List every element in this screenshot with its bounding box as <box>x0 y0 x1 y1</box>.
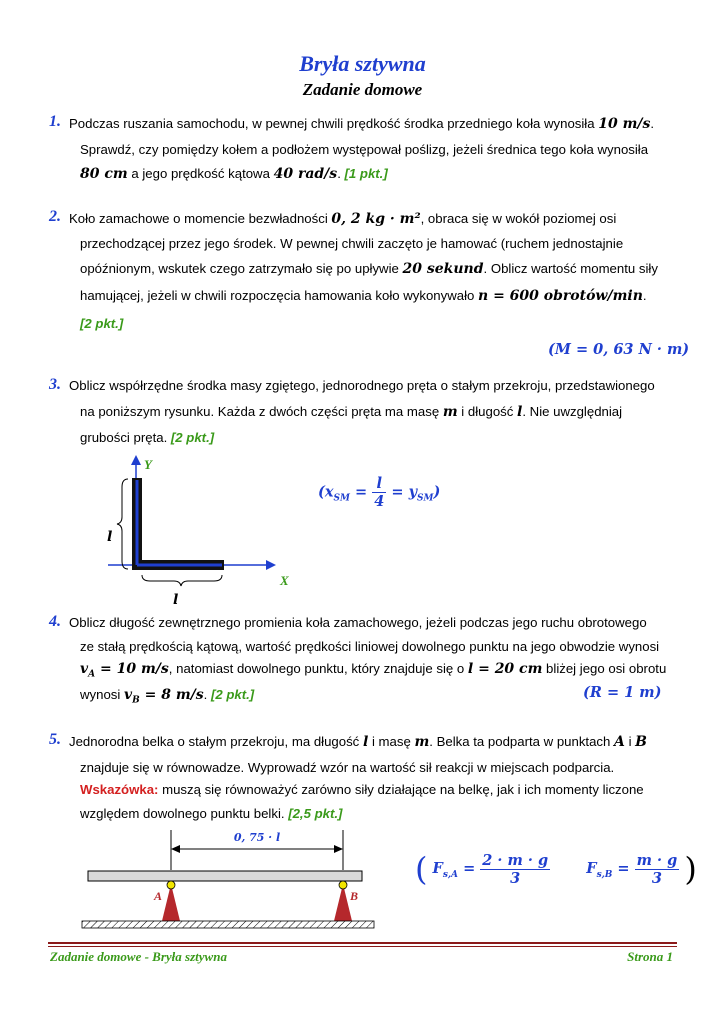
dim-arrow-left <box>171 845 180 853</box>
p4-math-va-val: = 10 𝒎/𝒔 <box>95 661 169 677</box>
p3-ans-sub-y: SM <box>417 493 434 504</box>
p2-math-time: 20 𝒔𝒆𝒌𝒖𝒏𝒅 <box>402 261 484 277</box>
p5-text-c: . Belka ta podparta w punktach <box>429 734 615 749</box>
p1-math-omega: 40 𝒓𝒂𝒅/𝒔 <box>273 166 338 182</box>
p2-text-b: , obraca się w wokół poziomej osi <box>420 211 617 226</box>
p3-ans-fraction <box>372 475 386 510</box>
p5-text-d: i <box>624 734 636 749</box>
problem-5-line-4 <box>80 806 342 821</box>
problem-5-line-1 <box>69 734 647 750</box>
page-title: Bryła sztywna <box>299 51 426 76</box>
x-axis-arrow <box>266 560 276 570</box>
p4-points: [2 pkt.] <box>210 687 255 702</box>
page-subtitle: Zadanie domowe <box>302 80 423 99</box>
p2-text-a: Koło zamachowe o momencie bezwładności <box>69 211 332 226</box>
p2-text-f: . <box>642 288 647 303</box>
p5-ans-fa-sub: s,A <box>442 869 459 880</box>
p1-points: [1 pkt.] <box>344 166 388 181</box>
problem-5-number: 5. <box>49 731 61 748</box>
problem-4-line-2: ze stałą prędkością kątową, wartość prędkości liniowej dowolnego punktu na jego obwodzie wynosi <box>80 639 660 654</box>
problem-3-number: 3. <box>49 376 61 393</box>
problem-2-line-1 <box>69 211 616 227</box>
p5-answer: ( 𝑭$_{s,A}$ = $\frac{\text{2 · 𝒎 · 𝒈}}{3}$ 𝑭$_{s,B}$ = $\frac{\text{𝒎 · 𝒈}}{3}$ ) <box>415 850 697 888</box>
p5-math-m: 𝒎 <box>414 734 430 750</box>
p3-math-m: 𝒎 <box>442 404 458 420</box>
p2-math-rpm: 𝒏 = 600 𝒐𝒃𝒓𝒐𝒕ó𝒘/𝒎𝒊𝒏 <box>478 288 643 304</box>
brace-vertical <box>117 479 128 569</box>
p2-math-inertia: 0, 2 𝒌𝒈 · 𝒎² <box>331 211 421 227</box>
problem-4-line-3 <box>80 661 666 680</box>
p5-text-e: względem dowolnego punktu belki. <box>80 806 289 821</box>
p4-answer: (𝑹 = 1 𝒎) <box>583 684 662 701</box>
p5-text-a: Jednorodna belka o stałym przekroju, ma długość <box>69 734 363 749</box>
problem-1-line-1 <box>69 116 654 132</box>
problem-1-line-2: Sprawdź, czy pomiędzy kołem a podłożem występował poślizg, jeżeli średnica tego koła wynosiła <box>80 142 649 157</box>
problem-4-line-4 <box>80 687 254 706</box>
problem-5-line-3 <box>80 782 644 797</box>
p4-math-vb-sub: B <box>132 695 140 706</box>
p2-answer: (𝑴 = 0, 63 𝑵 · 𝒎) <box>548 341 690 358</box>
p4-math-vb: 𝒗 <box>123 687 133 703</box>
support-a <box>162 884 180 921</box>
p5-hint-label: Wskazówka: <box>80 782 159 797</box>
p5-math-l: 𝒍 <box>362 734 369 750</box>
p3-ans-den: 4 <box>374 493 385 510</box>
p5-ans-fb-fraction <box>635 852 680 887</box>
p3-text-b: i długość <box>457 404 518 419</box>
p1-text-c: a jego prędkość kątowa <box>127 166 274 181</box>
problem-1-line-3 <box>80 166 388 182</box>
p5-ans-close-paren: ) <box>684 850 697 888</box>
p5-ans-fb-den: 3 <box>651 869 662 887</box>
bent-rod-figure <box>100 455 300 615</box>
dim-arrow-right <box>334 845 343 853</box>
problem-3-line-2 <box>80 404 622 420</box>
p3-text-d: grubości pręta. <box>80 430 171 445</box>
p4-math-va-sub: A <box>88 669 96 680</box>
p2-text-e: hamującej, jeżeli w chwili rozpoczęcia hamowania koło wykonywało <box>80 288 479 303</box>
p4-math-vb-val: = 8 𝒎/𝒔 <box>139 687 204 703</box>
rod-horizontal-length: l <box>173 592 179 608</box>
dim-label: 0, 75 · 𝒍 <box>233 831 281 844</box>
p1-math-velocity: 10 𝒎/𝒔 <box>598 116 651 132</box>
p3-text-c: . Nie uwzględniaj <box>522 404 623 419</box>
p5-math-b: 𝑩 <box>635 734 648 750</box>
x-axis-label: X <box>280 573 289 588</box>
footer-rule-thin <box>48 946 677 947</box>
problem-2-line-2: przechodzącej przez jego środek. W pewnej chwili zaczęto je hamować (ruchem jednostajnie <box>80 236 624 251</box>
problem-4-line-1: Oblicz długość zewnętrznego promienia koła zamachowego, jeżeli podczas jego ruchu obrotowego <box>69 615 647 630</box>
p2-text-d: . Oblicz wartość momentu siły <box>483 261 658 276</box>
p1-text-d: . <box>337 166 345 181</box>
p5-points: [2,5 pkt.] <box>288 806 343 821</box>
p3-math-l: 𝒍 <box>517 404 523 420</box>
pin-b <box>339 881 347 889</box>
problem-1-number: 1. <box>49 113 61 130</box>
p3-ans-close: ) <box>433 483 441 501</box>
p5-math-a: 𝑨 <box>614 734 625 750</box>
problem-2-line-3 <box>80 261 658 277</box>
p5-ans-open-paren: ( <box>415 850 428 888</box>
p3-ans-sub-x: SM <box>333 493 350 504</box>
rod-vertical-length: l <box>107 529 113 545</box>
problem-4-number: 4. <box>49 613 61 630</box>
p5-ans-fb-num: 𝒎 · 𝒈 <box>636 851 678 869</box>
problem-2-number: 2. <box>49 208 61 225</box>
p5-ans-fa-fraction <box>480 852 550 887</box>
p4-text-c: wynosi <box>80 687 124 702</box>
y-axis-label: Y <box>144 457 152 472</box>
p3-ans-num: 𝒍 <box>372 475 386 493</box>
brace-horizontal <box>142 575 222 586</box>
p5-hint-text: muszą się równoważyć zarówno siły działające na belkę, jak i ich momenty liczone <box>158 782 644 797</box>
p3-ans-eq: = <box>349 483 373 501</box>
p3-ans-x: (𝒙 <box>318 483 334 501</box>
footer-left-text: Zadanie domowe - Bryła sztywna <box>50 949 227 964</box>
p1-math-diameter: 80 𝒄𝒎 <box>80 166 128 182</box>
p4-math-va: 𝒗 <box>80 661 89 677</box>
problem-3-line-3 <box>80 430 214 445</box>
p4-math-l: 𝒍 = 20 𝒄𝒎 <box>467 661 543 677</box>
p5-ans-fa-den: 3 <box>510 869 521 887</box>
footer-rule <box>48 942 677 944</box>
p5-ans-fa-num: 2 · 𝒎 · 𝒈 <box>482 851 549 869</box>
problem-2-line-4 <box>80 288 647 304</box>
p3-answer <box>318 475 440 510</box>
p5-ans-fa: 𝑭 <box>432 860 443 877</box>
p2-text-c: opóźnionym, wskutek czego zatrzymało się po upływie <box>80 261 403 276</box>
footer-page-number: Strona 1 <box>627 949 673 964</box>
p4-text-b: bliżej jego osi obrotu <box>542 661 667 676</box>
p5-ans-fb-sub: s,B <box>596 869 613 880</box>
p3-points: [2 pkt.] <box>170 430 215 445</box>
problem-3-line-1: Oblicz współrzędne środka masy zgiętego, jednorodnego pręta o stałym przekroju, przedstawionego <box>69 378 655 393</box>
problem-5-line-2: znajduje się w równowadze. Wyprowadź wzór na wartość sił reakcji w miejscach podparcia. <box>80 760 615 775</box>
p5-ans-fb: 𝑭 <box>586 860 597 877</box>
p1-text-b: . <box>650 116 655 131</box>
label-a: A <box>154 889 163 903</box>
ground <box>82 921 374 928</box>
p4-text-a: , natomiast dowolnego punktu, który znajduje się o <box>168 661 468 676</box>
label-b: B <box>350 889 359 903</box>
beam-figure <box>80 825 380 935</box>
y-axis-arrow <box>131 455 141 465</box>
p5-text-b: i masę <box>368 734 415 749</box>
p2-points: [2 pkt.] <box>80 316 124 331</box>
p3-text-a: na poniższym rysunku. Każda z dwóch części pręta ma masę <box>80 404 443 419</box>
p1-text-a: Podczas ruszania samochodu, w pewnej chwili prędkość środka przedniego koła wynosiła <box>69 116 599 131</box>
beam <box>88 871 362 881</box>
p4-text-d: . <box>203 687 211 702</box>
p3-ans-y: = 𝒚 <box>386 483 417 501</box>
pin-a <box>167 881 175 889</box>
